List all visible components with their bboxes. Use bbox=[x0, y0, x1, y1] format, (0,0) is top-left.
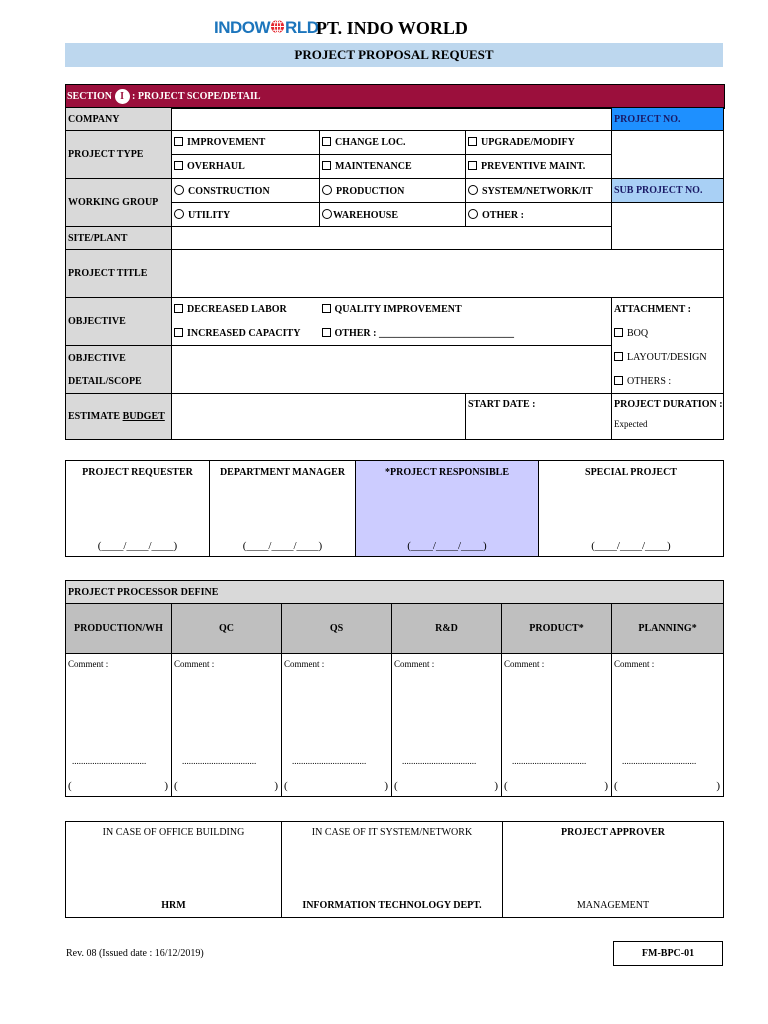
paren-right: ) bbox=[274, 780, 278, 792]
project-type-label: PROJECT TYPE bbox=[66, 131, 172, 179]
radio-icon bbox=[174, 209, 184, 219]
paren-right: ) bbox=[384, 780, 388, 792]
section-header-bar bbox=[65, 84, 725, 109]
objective-decreased-labor[interactable] bbox=[172, 298, 320, 322]
radio-icon bbox=[174, 185, 184, 195]
working-group-label: WORKING GROUP bbox=[66, 179, 172, 227]
comment-label: Comment : bbox=[68, 659, 109, 669]
sign-header: DEPARTMENT MANAGER bbox=[219, 467, 346, 478]
processor-col-qs: QS bbox=[282, 604, 392, 654]
approval-header: IN CASE OF OFFICE BUILDING bbox=[102, 827, 245, 838]
checkbox-icon bbox=[174, 304, 183, 313]
option-label: OVERHAUL bbox=[187, 161, 245, 172]
option-label: MAINTENANCE bbox=[335, 161, 412, 172]
paren-right: ) bbox=[494, 780, 498, 792]
checkbox-icon bbox=[174, 328, 183, 337]
option-label: CONSTRUCTION bbox=[188, 185, 270, 197]
signature-dots: ................................. bbox=[292, 756, 367, 766]
date-line: (____/____/____) bbox=[407, 540, 487, 552]
checkbox-icon bbox=[614, 376, 623, 385]
objective-quality-improvement[interactable] bbox=[320, 298, 612, 322]
sub-project-no-label: SUB PROJECT NO. bbox=[612, 179, 724, 203]
section-number-badge bbox=[115, 89, 130, 104]
approval-office-building[interactable] bbox=[66, 822, 282, 918]
objective-increased-capacity[interactable] bbox=[172, 322, 320, 346]
comment-cell[interactable] bbox=[392, 654, 502, 797]
project-no-field[interactable] bbox=[612, 131, 724, 179]
checkbox-icon bbox=[468, 161, 477, 170]
checkbox-icon bbox=[322, 137, 331, 146]
comment-label: Comment : bbox=[174, 659, 215, 669]
option-label: LAYOUT/DESIGN bbox=[627, 352, 707, 363]
checkbox-icon bbox=[468, 137, 477, 146]
option-label: PREVENTIVE MAINT. bbox=[481, 161, 586, 172]
sign-project-responsible[interactable] bbox=[356, 461, 539, 557]
radio-icon bbox=[322, 209, 332, 219]
project-type-change-loc[interactable] bbox=[320, 131, 466, 155]
comment-label: Comment : bbox=[614, 659, 655, 669]
approval-header: IN CASE OF IT SYSTEM/NETWORK bbox=[311, 827, 473, 838]
objective-other[interactable] bbox=[320, 322, 612, 346]
approval-project-approver[interactable] bbox=[503, 822, 724, 918]
globe-icon bbox=[270, 19, 285, 34]
project-type-improvement[interactable] bbox=[172, 131, 320, 155]
option-label: DECREASED LABOR bbox=[187, 304, 287, 316]
project-type-maintenance[interactable] bbox=[320, 155, 466, 179]
sign-header: PROJECT REQUESTER bbox=[82, 467, 193, 478]
revision-text: Rev. 08 (Issued date : 16/12/2019) bbox=[66, 948, 204, 959]
radio-icon bbox=[468, 209, 478, 219]
working-group-construction[interactable] bbox=[172, 179, 320, 203]
section-prefix: SECTION bbox=[67, 91, 113, 102]
option-label: CHANGE LOC. bbox=[335, 137, 406, 148]
signature-dots: ................................. bbox=[402, 756, 477, 766]
option-label: UTILITY bbox=[188, 209, 231, 221]
comment-cell[interactable] bbox=[612, 654, 724, 797]
budget-label: BUDGET bbox=[122, 411, 165, 422]
working-group-system[interactable] bbox=[466, 179, 612, 203]
sign-header: *PROJECT RESPONSIBLE bbox=[384, 467, 509, 478]
project-type-preventive[interactable] bbox=[466, 155, 612, 179]
processor-title: PROJECT PROCESSOR DEFINE bbox=[66, 581, 724, 604]
comment-cell[interactable] bbox=[502, 654, 612, 797]
option-label: OTHERS : bbox=[627, 375, 672, 387]
company-field[interactable] bbox=[172, 108, 612, 131]
logo-text-left: INDO bbox=[214, 18, 255, 37]
paren-left: ( bbox=[614, 780, 618, 792]
project-type-upgrade[interactable] bbox=[466, 131, 612, 155]
logo-text-right: RLD bbox=[285, 18, 319, 37]
comment-label: Comment : bbox=[504, 659, 545, 669]
comment-label: Comment : bbox=[394, 659, 435, 669]
sub-project-no-field[interactable] bbox=[612, 203, 724, 250]
project-duration-label: PROJECT DURATION : bbox=[614, 399, 723, 410]
working-group-utility[interactable] bbox=[172, 203, 320, 227]
paren-left: ( bbox=[394, 780, 398, 792]
signature-dots: ................................. bbox=[622, 756, 697, 766]
signature-table bbox=[65, 460, 724, 557]
form-title: PROJECT PROPOSAL REQUEST bbox=[294, 47, 494, 62]
processor-col-qc: QC bbox=[172, 604, 282, 654]
project-title-label: PROJECT TITLE bbox=[66, 250, 172, 298]
processor-col-production: PRODUCTION/WH bbox=[66, 604, 172, 654]
comment-cell[interactable] bbox=[172, 654, 282, 797]
sign-special-project[interactable] bbox=[539, 461, 724, 557]
attachment-layout[interactable] bbox=[612, 346, 724, 370]
working-group-other[interactable] bbox=[466, 203, 612, 227]
checkbox-icon bbox=[614, 352, 623, 361]
date-line: (____/____/____) bbox=[591, 540, 671, 552]
approval-it-system[interactable] bbox=[282, 822, 503, 918]
comment-cell[interactable] bbox=[282, 654, 392, 797]
start-date-cell[interactable] bbox=[466, 394, 612, 440]
objective-detail-label-line1: OBJECTIVE bbox=[68, 352, 126, 364]
sign-department-manager[interactable] bbox=[210, 461, 356, 557]
option-label: PRODUCTION bbox=[336, 185, 405, 197]
checkbox-icon bbox=[174, 137, 183, 146]
objective-detail-label-line2: DETAIL/SCOPE bbox=[68, 375, 142, 387]
approval-table bbox=[65, 821, 724, 918]
option-label: SYSTEM/NETWORK/IT bbox=[482, 185, 593, 197]
paren-left: ( bbox=[504, 780, 508, 792]
option-label: INCREASED CAPACITY bbox=[187, 327, 301, 339]
processor-col-rd: R&D bbox=[392, 604, 502, 654]
section-number: I bbox=[120, 91, 124, 103]
processor-col-product: PRODUCT* bbox=[502, 604, 612, 654]
project-duration-cell[interactable] bbox=[612, 394, 724, 440]
objective-detail-field[interactable] bbox=[172, 346, 612, 394]
working-group-warehouse[interactable] bbox=[320, 203, 466, 227]
section-title: : PROJECT SCOPE/DETAIL bbox=[132, 91, 261, 102]
checkbox-icon bbox=[322, 304, 331, 313]
expected-label: Expected bbox=[614, 419, 648, 429]
paren-right: ) bbox=[164, 780, 168, 792]
option-label: IMPROVEMENT bbox=[187, 137, 266, 148]
paren-left: ( bbox=[174, 780, 178, 792]
site-plant-field[interactable] bbox=[172, 227, 612, 250]
radio-icon bbox=[322, 185, 332, 195]
objective-detail-label bbox=[66, 346, 172, 394]
paren-right: ) bbox=[604, 780, 608, 792]
attachment-boq[interactable] bbox=[612, 322, 724, 346]
option-label: WAREHOUSE bbox=[333, 209, 399, 221]
objective-label: OBJECTIVE bbox=[66, 298, 172, 346]
signature-dots: ................................. bbox=[182, 756, 257, 766]
site-plant-label: SITE/PLANT bbox=[66, 227, 172, 250]
date-line: (____/____/____) bbox=[242, 540, 323, 552]
comment-label: Comment : bbox=[284, 659, 325, 669]
estimate-budget-label bbox=[66, 394, 172, 440]
date-line: (____/____/____) bbox=[97, 540, 178, 552]
option-label: UPGRADE/MODIFY bbox=[481, 137, 575, 148]
approval-bottom: MANAGEMENT bbox=[576, 900, 650, 911]
project-no-label: PROJECT NO. bbox=[612, 108, 724, 131]
approval-header: PROJECT APPROVER bbox=[561, 827, 665, 838]
processor-col-planning: PLANNING* bbox=[612, 604, 724, 654]
company-name: PT. INDO WORLD bbox=[316, 18, 468, 38]
option-label: OTHER : ___________________________ bbox=[334, 327, 514, 339]
processor-table bbox=[65, 580, 724, 797]
checkbox-icon bbox=[174, 161, 183, 170]
radio-icon bbox=[468, 185, 478, 195]
option-label: QUALITY IMPROVEMENT bbox=[334, 304, 462, 316]
working-group-production[interactable] bbox=[320, 179, 466, 203]
approval-bottom: INFORMATION TECHNOLOGY DEPT. bbox=[302, 900, 482, 911]
checkbox-icon bbox=[322, 328, 331, 337]
attachment-others[interactable] bbox=[612, 370, 724, 394]
estimate-budget-field[interactable] bbox=[172, 394, 466, 440]
option-label: BOQ bbox=[627, 328, 649, 339]
signature-dots: ................................. bbox=[72, 756, 147, 766]
comment-cell[interactable] bbox=[66, 654, 172, 797]
attachment-label: ATTACHMENT : bbox=[612, 298, 724, 322]
company-logo: INDOW RLD bbox=[214, 18, 319, 37]
sign-project-requester[interactable] bbox=[66, 461, 210, 557]
start-date-label: START DATE : bbox=[468, 399, 536, 410]
project-scope-table bbox=[65, 107, 724, 440]
project-type-overhaul[interactable] bbox=[172, 155, 320, 179]
sign-header: SPECIAL PROJECT bbox=[585, 467, 677, 478]
checkbox-icon bbox=[322, 161, 331, 170]
option-label: OTHER : bbox=[482, 209, 524, 221]
paren-right: ) bbox=[716, 780, 721, 792]
checkbox-icon bbox=[614, 328, 623, 337]
project-title-field[interactable] bbox=[172, 250, 724, 298]
form-code: FM-BPC-01 bbox=[641, 948, 695, 959]
signature-dots: ................................. bbox=[512, 756, 587, 766]
company-label: COMPANY bbox=[66, 108, 172, 131]
form-title-band bbox=[65, 43, 723, 67]
approval-bottom: HRM bbox=[161, 900, 186, 911]
form-code-box bbox=[613, 941, 723, 966]
paren-left: ( bbox=[68, 780, 72, 792]
estimate-label: ESTIMATE bbox=[68, 411, 121, 422]
paren-left: ( bbox=[284, 780, 288, 792]
